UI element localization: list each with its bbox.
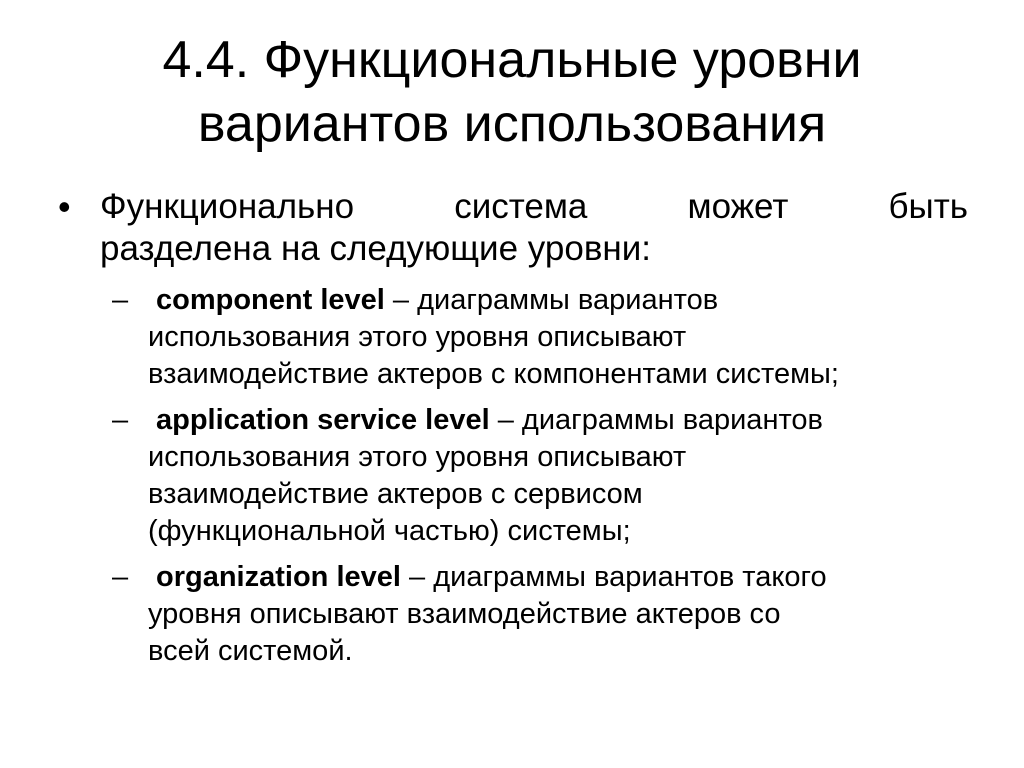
levels-list bbox=[112, 282, 992, 679]
level-item-first-line bbox=[148, 402, 992, 439]
level-term: application service level bbox=[156, 404, 490, 436]
slide-title-line-1: 4.4. Функциональные уровни bbox=[162, 31, 862, 89]
level-description-start: – диаграммы вариантов bbox=[384, 284, 719, 316]
slide-title-line-2: вариантов использования bbox=[197, 95, 827, 153]
level-description-start: – диаграммы вариантов bbox=[489, 404, 823, 436]
main-bullet-line-1 bbox=[100, 186, 968, 228]
level-description-line: уровня описывают взаимодействие актеров со bbox=[148, 598, 781, 630]
main-bullet-line-2: разделена на следующие уровни: bbox=[100, 229, 652, 268]
level-item-component bbox=[112, 282, 992, 393]
dash-marker: – bbox=[112, 284, 129, 316]
level-item-body bbox=[148, 559, 992, 670]
main-bullet-word: система bbox=[454, 187, 588, 226]
main-bullet-text bbox=[100, 186, 968, 270]
level-item-first-line bbox=[148, 559, 992, 596]
level-description-line: всей системой. bbox=[148, 635, 353, 667]
level-description-line: использования этого уровня описывают bbox=[148, 441, 687, 473]
level-description-start: – диаграммы вариантов такого bbox=[400, 561, 827, 593]
level-description-line: (функциональной частью) системы; bbox=[148, 515, 631, 547]
level-term: organization level bbox=[156, 561, 401, 593]
level-item-body bbox=[148, 282, 992, 393]
level-item-application-service bbox=[112, 402, 992, 550]
dash-marker: – bbox=[112, 404, 129, 436]
level-term: component level bbox=[156, 284, 385, 316]
main-bullet-word: быть bbox=[888, 187, 968, 226]
bullet-marker: • bbox=[58, 186, 71, 227]
level-description-line: взаимодействие актеров с сервисом bbox=[148, 478, 643, 510]
level-item-body bbox=[148, 402, 992, 550]
main-bullet-word: Функционально bbox=[100, 187, 355, 226]
slide-title bbox=[0, 28, 1024, 156]
level-item-organization bbox=[112, 559, 992, 670]
main-bullet bbox=[58, 186, 968, 270]
level-description-line: использования этого уровня описывают bbox=[148, 321, 687, 353]
main-bullet-word: может bbox=[687, 187, 789, 226]
level-description-line: взаимодействие актеров с компонентами системы; bbox=[148, 358, 839, 390]
level-item-first-line bbox=[148, 282, 992, 319]
dash-marker: – bbox=[112, 561, 129, 593]
